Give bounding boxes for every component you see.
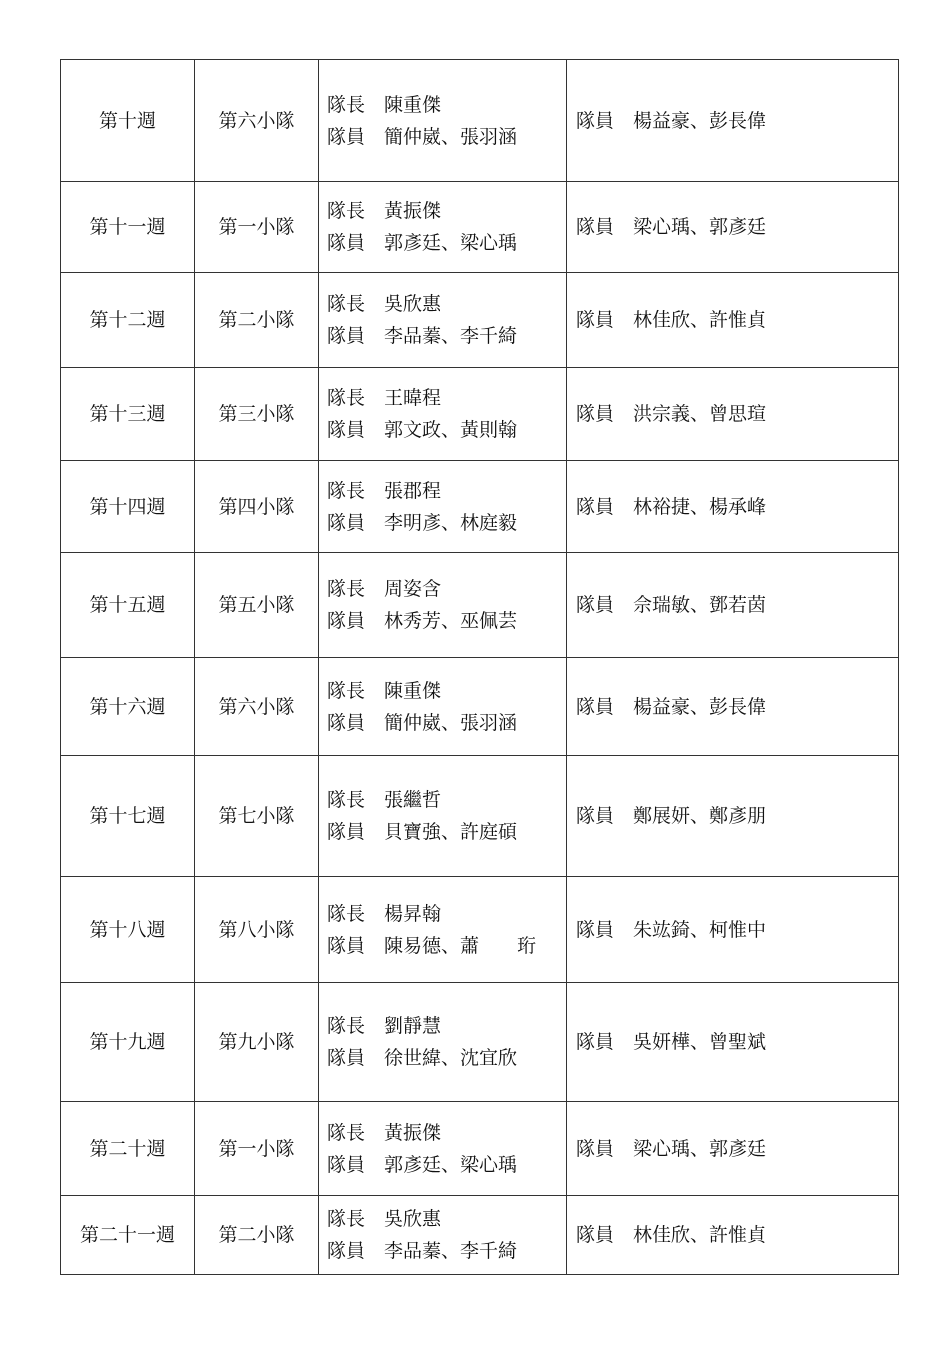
table-row bbox=[61, 983, 899, 1102]
week-cell: 第十九週 bbox=[61, 983, 195, 1102]
leader-members-cell bbox=[319, 877, 567, 983]
leader-line: 隊長 黃振傑 bbox=[327, 1121, 442, 1144]
leader-members-cell bbox=[319, 182, 567, 273]
week-cell: 第十六週 bbox=[61, 658, 195, 756]
leader-members-cell bbox=[319, 756, 567, 877]
leader-members-cell bbox=[319, 1196, 567, 1275]
duty-schedule-table bbox=[60, 59, 899, 1275]
leader-members-cell bbox=[319, 983, 567, 1102]
leader-line: 隊長 黃振傑 bbox=[327, 200, 442, 222]
leader-members-cell bbox=[319, 60, 567, 182]
squad-cell: 第五小隊 bbox=[195, 553, 319, 658]
leader-members-cell bbox=[319, 461, 567, 553]
squad-cell: 第六小隊 bbox=[195, 658, 319, 756]
squad-cell: 第二小隊 bbox=[195, 1196, 319, 1275]
other-members-cell: 隊員 洪宗義、曾思瑄 bbox=[567, 368, 899, 461]
members-line: 隊員 簡仲崴、張羽涵 bbox=[327, 125, 518, 148]
members-line: 隊員 郭彥廷、梁心瑀 bbox=[327, 232, 518, 254]
week-cell: 第十週 bbox=[61, 60, 195, 182]
leader-line: 隊長 周姿含 bbox=[327, 578, 442, 600]
week-cell: 第二十週 bbox=[61, 1102, 195, 1196]
members-line: 隊員 林秀芳、巫佩芸 bbox=[327, 610, 518, 632]
squad-cell: 第三小隊 bbox=[195, 368, 319, 461]
leader-members-cell bbox=[319, 1102, 567, 1196]
leader-line: 隊長 楊昇翰 bbox=[327, 902, 442, 925]
table-row bbox=[61, 658, 899, 756]
week-cell: 第二十一週 bbox=[61, 1196, 195, 1275]
members-line: 隊員 簡仲崴、張羽涵 bbox=[327, 711, 518, 734]
other-members-cell: 隊員 梁心瑀、郭彥廷 bbox=[567, 1102, 899, 1196]
members-line: 隊員 郭文政、黃則翰 bbox=[327, 419, 518, 441]
table-row bbox=[61, 182, 899, 273]
week-cell: 第十一週 bbox=[61, 182, 195, 273]
table-row bbox=[61, 877, 899, 983]
table-row bbox=[61, 1196, 899, 1275]
leader-line: 隊長 吳欣惠 bbox=[327, 1208, 442, 1230]
members-line: 隊員 郭彥廷、梁心瑀 bbox=[327, 1153, 518, 1176]
other-members-cell: 隊員 佘瑞敏、鄧若茵 bbox=[567, 553, 899, 658]
leader-line: 隊長 陳重傑 bbox=[327, 93, 442, 116]
leader-line: 隊長 吳欣惠 bbox=[327, 293, 442, 315]
leader-line: 隊長 王暐程 bbox=[327, 387, 442, 409]
leader-line: 隊長 陳重傑 bbox=[327, 679, 442, 702]
leader-members-cell bbox=[319, 553, 567, 658]
squad-cell: 第七小隊 bbox=[195, 756, 319, 877]
week-cell: 第十二週 bbox=[61, 273, 195, 368]
squad-cell: 第六小隊 bbox=[195, 60, 319, 182]
other-members-cell: 隊員 鄭展妍、鄭彥朋 bbox=[567, 756, 899, 877]
members-line: 隊員 李明彥、林庭毅 bbox=[327, 511, 518, 534]
leader-line: 隊長 張郡程 bbox=[327, 479, 442, 502]
squad-cell: 第九小隊 bbox=[195, 983, 319, 1102]
table-row bbox=[61, 273, 899, 368]
table-row bbox=[61, 1102, 899, 1196]
table-row bbox=[61, 368, 899, 461]
other-members-cell: 隊員 吳妍樺、曾聖斌 bbox=[567, 983, 899, 1102]
other-members-cell: 隊員 林佳欣、許惟貞 bbox=[567, 1196, 899, 1275]
other-members-cell: 隊員 朱竑錡、柯惟中 bbox=[567, 877, 899, 983]
other-members-cell: 隊員 楊益豪、彭長偉 bbox=[567, 60, 899, 182]
other-members-cell: 隊員 梁心瑀、郭彥廷 bbox=[567, 182, 899, 273]
leader-members-cell bbox=[319, 273, 567, 368]
members-line: 隊員 陳易德、蕭 珩 bbox=[327, 934, 537, 957]
members-line: 隊員 李品蓁、李千綺 bbox=[327, 325, 518, 347]
members-line: 隊員 貝寶強、許庭碩 bbox=[327, 821, 518, 843]
other-members-cell: 隊員 楊益豪、彭長偉 bbox=[567, 658, 899, 756]
week-cell: 第十四週 bbox=[61, 461, 195, 553]
leader-members-cell bbox=[319, 368, 567, 461]
week-cell: 第十三週 bbox=[61, 368, 195, 461]
week-cell: 第十八週 bbox=[61, 877, 195, 983]
squad-cell: 第二小隊 bbox=[195, 273, 319, 368]
squad-cell: 第一小隊 bbox=[195, 182, 319, 273]
leader-line: 隊長 張繼哲 bbox=[327, 789, 442, 811]
week-cell: 第十五週 bbox=[61, 553, 195, 658]
squad-cell: 第四小隊 bbox=[195, 461, 319, 553]
members-line: 隊員 李品蓁、李千綺 bbox=[327, 1240, 518, 1262]
table-row bbox=[61, 553, 899, 658]
table-row bbox=[61, 756, 899, 877]
other-members-cell: 隊員 林佳欣、許惟貞 bbox=[567, 273, 899, 368]
other-members-cell: 隊員 林裕捷、楊承峰 bbox=[567, 461, 899, 553]
leader-line: 隊長 劉靜慧 bbox=[327, 1015, 442, 1037]
table-row bbox=[61, 461, 899, 553]
week-cell: 第十七週 bbox=[61, 756, 195, 877]
table-row bbox=[61, 60, 899, 182]
members-line: 隊員 徐世緯、沈宜欣 bbox=[327, 1047, 518, 1069]
squad-cell: 第八小隊 bbox=[195, 877, 319, 983]
leader-members-cell bbox=[319, 658, 567, 756]
squad-cell: 第一小隊 bbox=[195, 1102, 319, 1196]
